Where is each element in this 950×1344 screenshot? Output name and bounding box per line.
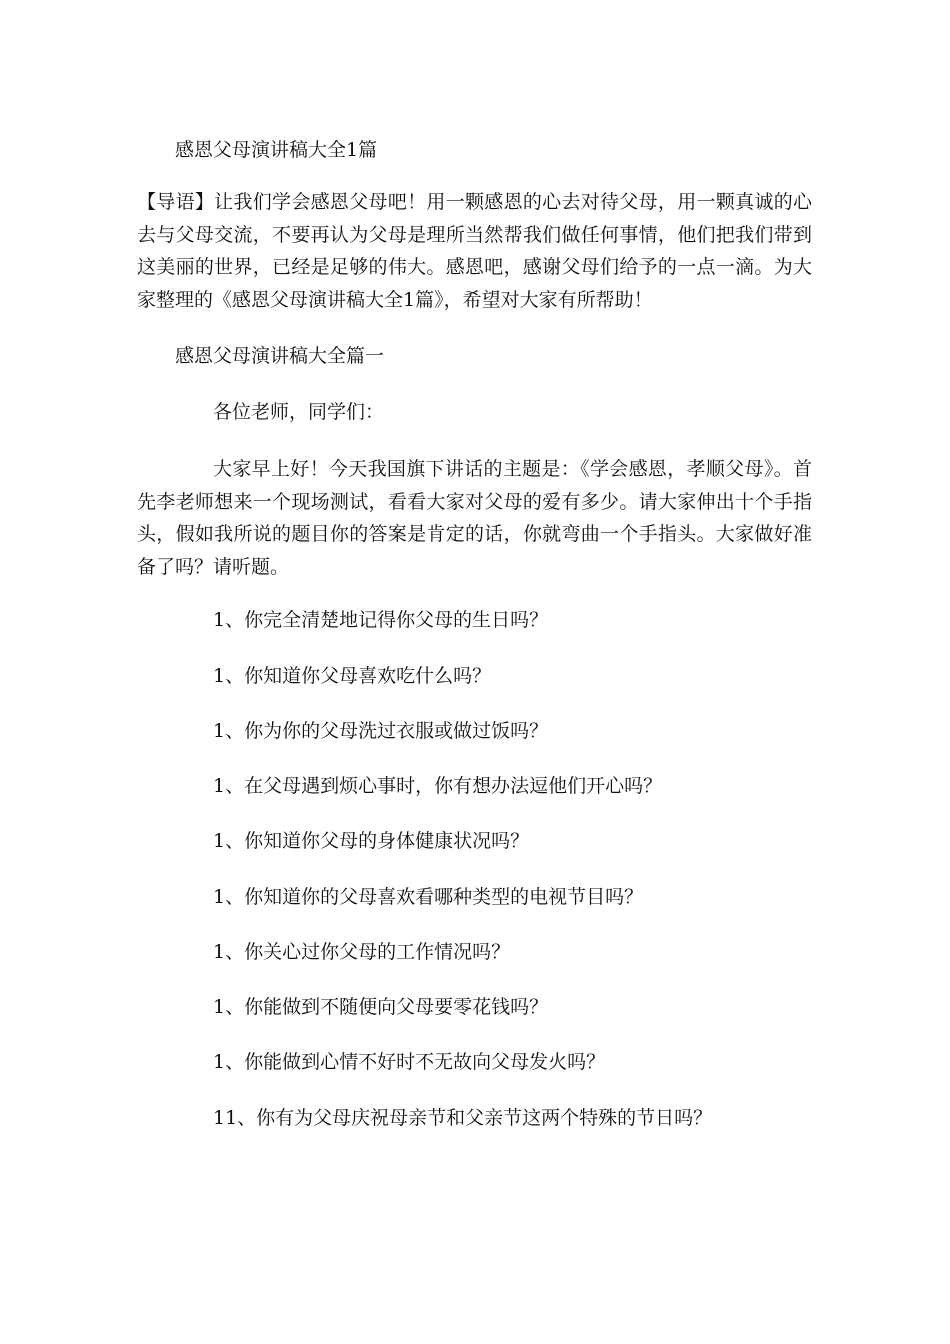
opening-paragraph: 大家早上好！今天我国旗下讲话的主题是：《学会感恩，孝顺父母》。首先李老师想来一个现场测试，看看大家对父母的爱有多少。请大家伸出十个手指头，假如我所说的题目你的答案是肯定的话，你就弯曲一个手指头。大家做好准备了吗？请听题。 bbox=[137, 458, 812, 579]
document-title: 感恩父母演讲稿大全1篇 bbox=[175, 139, 378, 161]
question-item: 1、你能做到心情不好时不无故向父母发火吗？ bbox=[213, 1051, 606, 1073]
intro-paragraph: 【导语】让我们学会感恩父母吧！用一颗感恩的心去对待父母，用一颗真诚的心去与父母交流，不要再认为父母是理所当然帮我们做任何事情，他们把我们带到这美丽的世界，已经是足够的伟大。感恩吧，感谢父母们给予的一点一滴。为大家整理的《感恩父母演讲稿大全1篇》，希望对大家有所帮助！ bbox=[137, 191, 812, 312]
question-item: 1、你能做到不随便向父母要零花钱吗？ bbox=[213, 996, 549, 1018]
question-item: 1、你知道你的父母喜欢看哪种类型的电视节目吗？ bbox=[213, 886, 644, 908]
question-item: 11、你有为父母庆祝母亲节和父亲节这两个特殊的节日吗？ bbox=[213, 1107, 713, 1129]
question-item: 1、你完全清楚地记得你父母的生日吗？ bbox=[213, 609, 549, 631]
question-item: 1、你知道你父母喜欢吃什么吗？ bbox=[213, 665, 492, 687]
greeting-line: 各位老师，同学们： bbox=[213, 401, 385, 423]
question-item: 1、你为你的父母洗过衣服或做过饭吗？ bbox=[213, 720, 549, 742]
question-item: 1、你知道你父母的身体健康状况吗？ bbox=[213, 830, 530, 852]
section-title: 感恩父母演讲稿大全篇一 bbox=[175, 345, 385, 367]
question-item: 1、在父母遇到烦心事时，你有想办法逗他们开心吗？ bbox=[213, 775, 663, 797]
question-item: 1、你关心过你父母的工作情况吗？ bbox=[213, 941, 511, 963]
